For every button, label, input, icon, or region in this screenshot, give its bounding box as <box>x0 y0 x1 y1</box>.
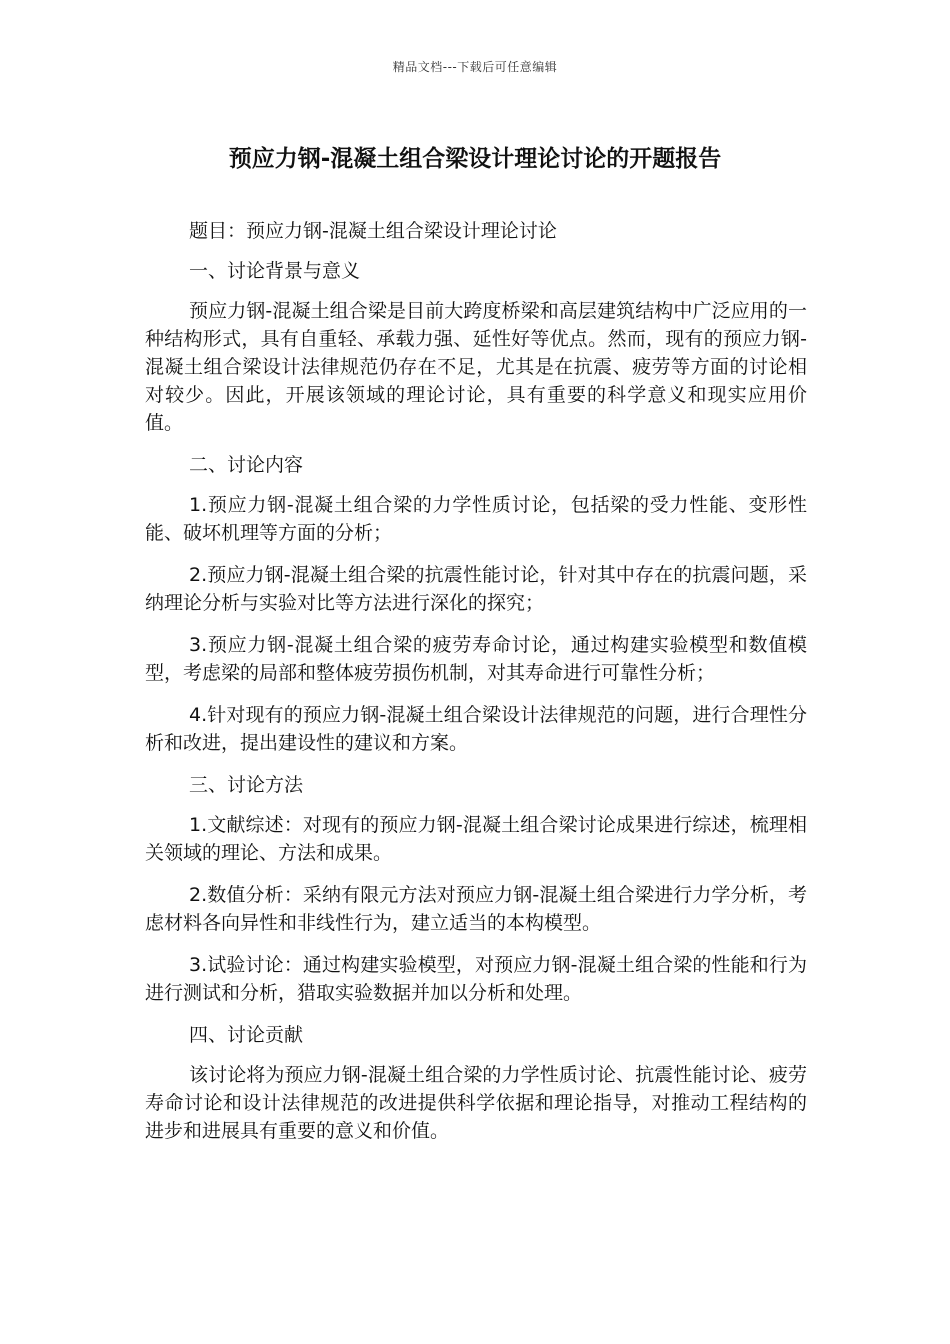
document-body <box>145 217 807 1159</box>
list-item: 2.预应力钢-混凝土组合梁的抗震性能讨论，针对其中存在的抗震问题，采纳理论分析与实验对比等方法进行深化的探究； <box>145 564 807 614</box>
document-title: 预应力钢-混凝土组合梁设计理论讨论的开题报告 <box>228 146 722 172</box>
section-heading-methods: 三、讨论方法 <box>189 774 304 796</box>
paragraph: 预应力钢-混凝土组合梁是目前大跨度桥梁和高层建筑结构中广泛应用的一种结构形式，具有自重轻、承载力强、延性好等优点。然而，现有的预应力钢-混凝土组合梁设计法律规范仍存在不足，尤其是在抗震、疲劳等方面的讨论相对较少。因此，开展该领域的理论讨论，具有重要的科学意义和现实应用价值。 <box>145 300 807 434</box>
header-note: 精品文档---下载后可任意编辑 <box>392 60 558 74</box>
topic-line: 题目：预应力钢-混凝土组合梁设计理论讨论 <box>189 220 557 242</box>
list-item: 4.针对现有的预应力钢-混凝土组合梁设计法律规范的问题，进行合理性分析和改进，提出建设性的建议和方案。 <box>145 704 807 754</box>
section-heading-content: 二、讨论内容 <box>189 454 304 476</box>
list-item: 1.预应力钢-混凝土组合梁的力学性质讨论，包括梁的受力性能、变形性能、破坏机理等方面的分析； <box>145 494 807 544</box>
section-heading-background: 一、讨论背景与意义 <box>189 260 361 282</box>
paragraph: 该讨论将为预应力钢-混凝土组合梁的力学性质讨论、抗震性能讨论、疲劳寿命讨论和设计法律规范的改进提供科学依据和理论指导，对推动工程结构的进步和进展具有重要的意义和价值。 <box>145 1064 807 1142</box>
list-item: 1.文献综述：对现有的预应力钢-混凝土组合梁讨论成果进行综述，梳理相关领域的理论、方法和成果。 <box>145 814 807 864</box>
section-heading-contribution: 四、讨论贡献 <box>189 1024 304 1046</box>
list-item: 2.数值分析：采纳有限元方法对预应力钢-混凝土组合梁进行力学分析，考虑材料各向异性和非线性行为，建立适当的本构模型。 <box>145 884 807 934</box>
list-item: 3.试验讨论：通过构建实验模型，对预应力钢-混凝土组合梁的性能和行为进行测试和分析，猎取实验数据并加以分析和处理。 <box>145 954 807 1004</box>
list-item: 3.预应力钢-混凝土组合梁的疲劳寿命讨论，通过构建实验模型和数值模型，考虑梁的局部和整体疲劳损伤机制，对其寿命进行可靠性分析； <box>145 634 807 684</box>
